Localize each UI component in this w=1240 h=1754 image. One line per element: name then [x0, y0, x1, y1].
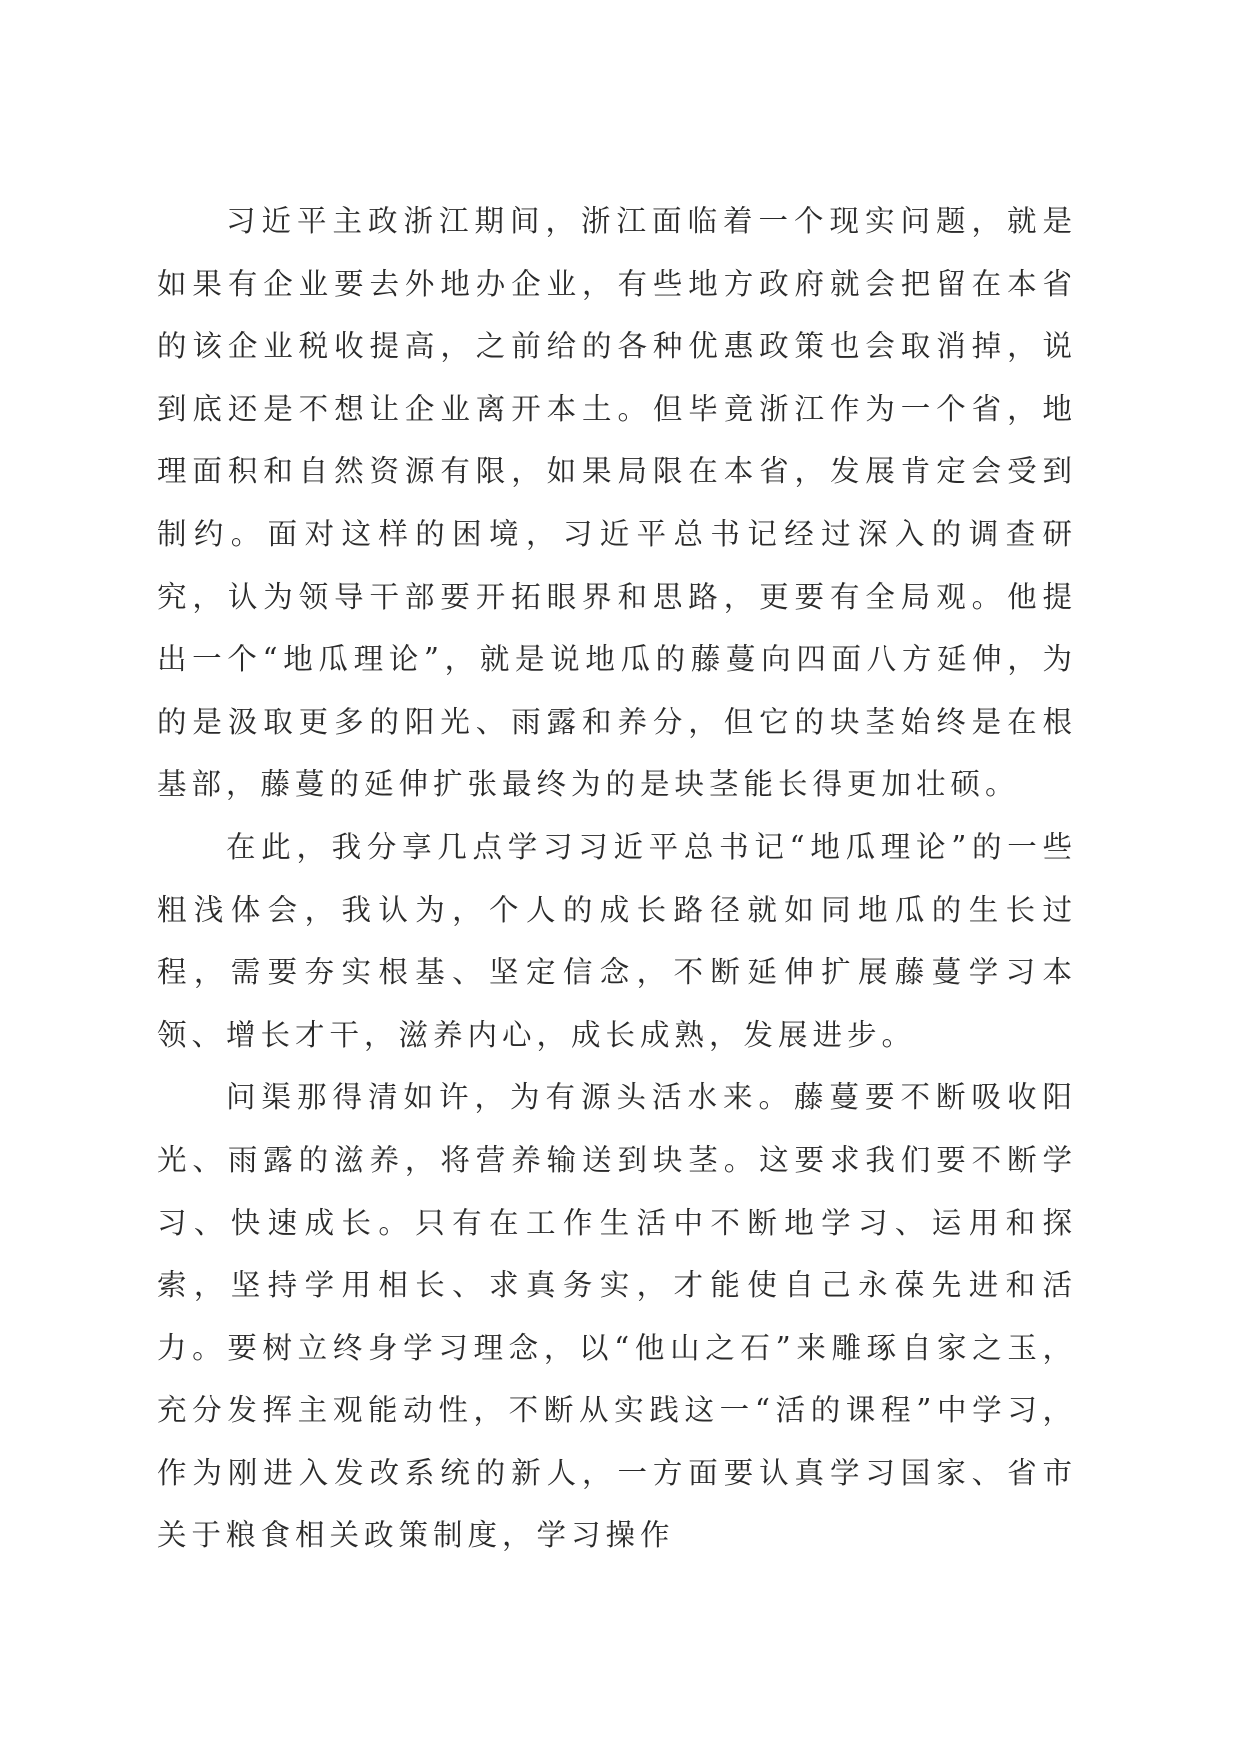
paragraph-2: 在此，我分享几点学习习近平总书记“地瓜理论”的一些粗浅体会，我认为，个人的成长路径就如同地瓜的生长过程，需要夯实根基、坚定信念，不断延伸扩展藤蔓学习本领、增长才干，滋养内心，成长成熟，发展进步。 — [157, 829, 1077, 1052]
paragraph-1: 习近平主政浙江期间，浙江面临着一个现实问题，就是如果有企业要去外地办企业，有些地方政府就会把留在本省的该企业税收提高，之前给的各种优惠政策也会取消掉，说到底还是不想让企业离开本土。但毕竟浙江作为一个省，地理面积和自然资源有限，如果局限在本省，发展肯定会受到制约。面对这样的困境，习近平总书记经过深入的调查研究，认为领导干部要开拓眼界和思路，更要有全局观。他提出一个“地瓜理论”，就是说地瓜的藤蔓向四面八方延伸，为的是汲取更多的阳光、雨露和养分，但它的块茎始终是在根基部，藤蔓的延伸扩张最终为的是块茎能长得更加壮硕。 — [157, 204, 1077, 802]
document-body — [157, 190, 1077, 1567]
paragraph-3: 问渠那得清如许，为有源头活水来。藤蔓要不断吸收阳光、雨露的滋养，将营养输送到块茎。这要求我们要不断学习、快速成长。只有在工作生活中不断地学习、运用和探索，坚持学用相长、求真务实，才能使自己永葆先进和活力。要树立终身学习理念，以“他山之石”来雕琢自家之玉，充分发挥主观能动性，不断从实践这一“活的课程”中学习，作为刚进入发改系统的新人，一方面要认真学习国家、省市关于粮食相关政策制度，学习操作 — [157, 1080, 1077, 1553]
